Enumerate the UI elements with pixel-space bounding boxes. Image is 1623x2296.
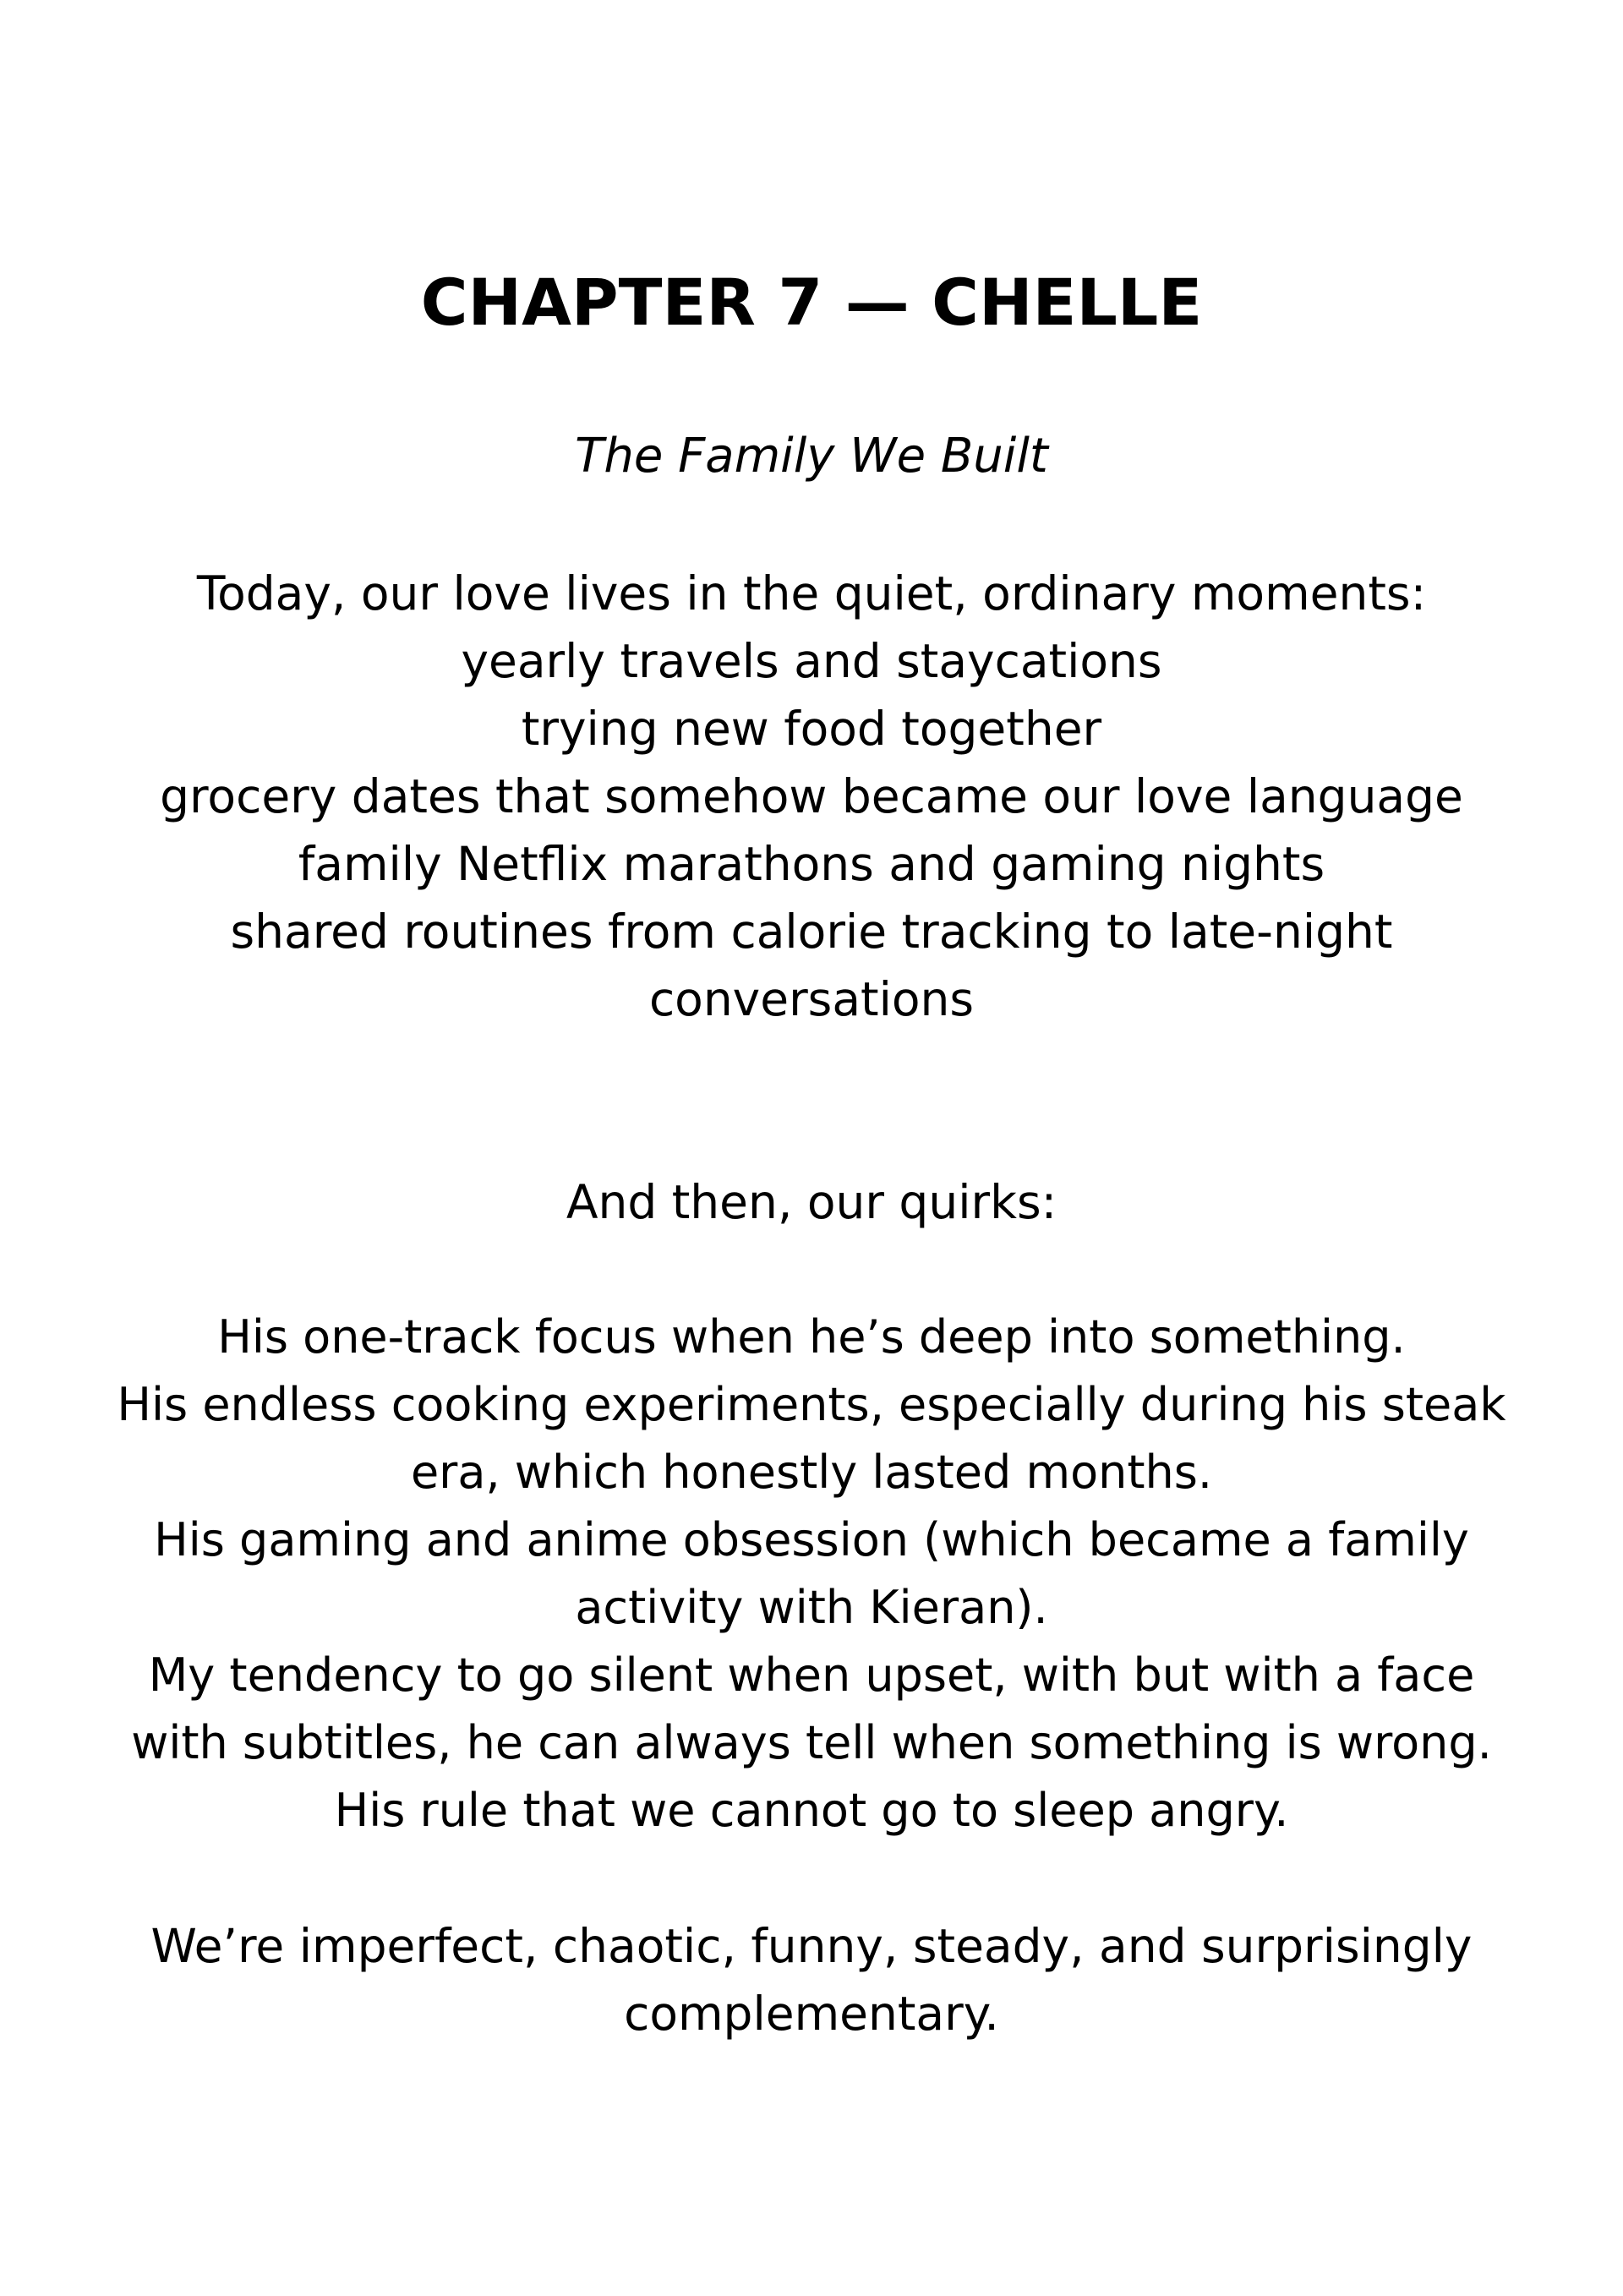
intro-line: conversations — [648, 972, 975, 1026]
quirk-line: His one-track focus when he’s deep into something. — [217, 1310, 1406, 1364]
quirk-line: His endless cooking experiments, especially during his steak — [117, 1378, 1506, 1431]
intro-line: shared routines from calorie tracking to late-night — [230, 905, 1393, 959]
closing-paragraph — [0, 1912, 1623, 2047]
intro-line: family Netflix marathons and gaming nights — [298, 837, 1325, 891]
quirks-paragraph — [0, 1304, 1623, 1845]
chapter-title: CHAPTER 7 — CHELLE — [420, 265, 1203, 340]
chapter-subtitle: The Family We Built — [575, 429, 1048, 484]
intro-paragraph — [0, 560, 1623, 1033]
quirks-heading-paragraph — [0, 1168, 1623, 1236]
intro-line: trying new food together — [521, 702, 1102, 756]
intro-line: Today, our love lives in the quiet, ordinary moments: — [196, 566, 1427, 620]
quirk-line: His rule that we cannot go to sleep angry. — [334, 1784, 1289, 1837]
quirk-line: activity with Kieran). — [575, 1581, 1048, 1634]
intro-line: grocery dates that somehow became our love language — [160, 769, 1463, 823]
closing-line: We’re imperfect, chaotic, funny, steady, and surprisingly — [150, 1919, 1473, 1973]
quirk-line: era, which honestly lasted months. — [410, 1446, 1213, 1499]
quirk-line: with subtitles, he can always tell when something is wrong. — [131, 1716, 1492, 1769]
closing-line: complementary. — [624, 1987, 999, 2041]
quirks-intro-line: And then, our quirks: — [566, 1175, 1057, 1229]
quirk-line: His gaming and anime obsession (which became a family — [154, 1513, 1469, 1566]
quirk-line: My tendency to go silent when upset, with but with a face — [148, 1648, 1475, 1702]
intro-line: yearly travels and staycations — [461, 634, 1162, 688]
